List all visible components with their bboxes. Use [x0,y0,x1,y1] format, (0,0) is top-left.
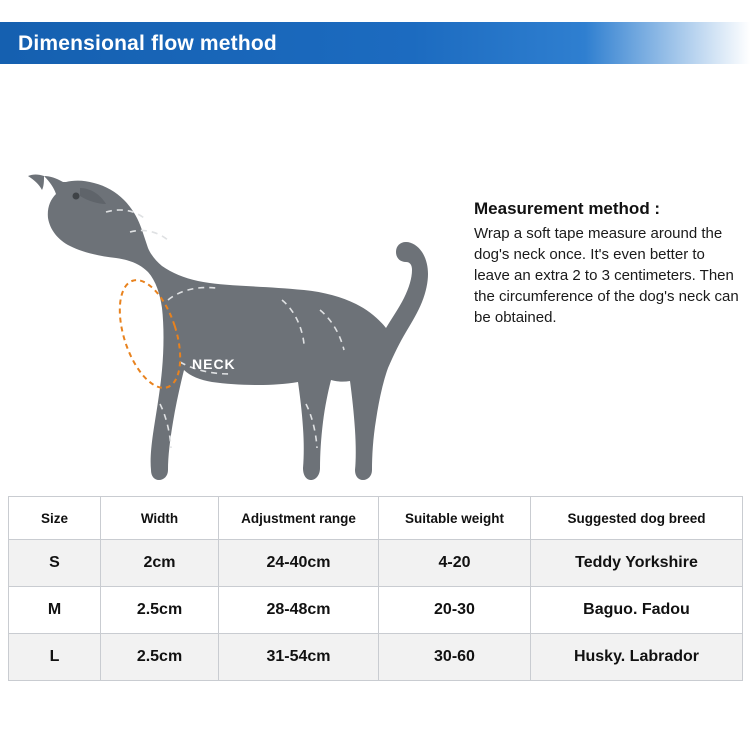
table-cell-breed: Teddy Yorkshire [531,540,743,587]
measurement-method-block [474,198,739,328]
table-header-cell: Width [101,497,219,540]
table-cell-width: 2cm [101,540,219,587]
table-header-cell: Suitable weight [379,497,531,540]
size-table-wrapper [8,496,742,681]
table-cell-adjustment: 28-48cm [219,587,379,634]
table-cell-breed: Baguo. Fadou [531,587,743,634]
table-cell-adjustment: 31-54cm [219,634,379,681]
illustration-area [0,64,750,484]
table-header-cell: Size [9,497,101,540]
size-table [8,496,743,681]
dog-silhouette-icon [20,104,450,484]
table-cell-width: 2.5cm [101,587,219,634]
table-row [9,634,743,681]
table-cell-weight: 20-30 [379,587,531,634]
table-cell-adjustment: 24-40cm [219,540,379,587]
table-row [9,587,743,634]
table-header-cell: Adjustment range [219,497,379,540]
table-cell-size: S [9,540,101,587]
table-row [9,540,743,587]
table-cell-size: M [9,587,101,634]
table-cell-weight: 30-60 [379,634,531,681]
table-header-row [9,497,743,540]
header-banner [0,22,750,64]
table-cell-breed: Husky. Labrador [531,634,743,681]
measurement-body: Wrap a soft tape measure around the dog's neck once. It's even better to leave an extra 2 to 3 centimeters. Then the circumference of the dog's neck can be obtained. [474,225,739,326]
page-title: Dimensional flow method [18,32,277,55]
neck-label: NECK [192,356,236,372]
table-cell-size: L [9,634,101,681]
table-header-cell: Suggested dog breed [531,497,743,540]
table-cell-width: 2.5cm [101,634,219,681]
measurement-title: Measurement method : [474,199,661,218]
table-cell-weight: 4-20 [379,540,531,587]
